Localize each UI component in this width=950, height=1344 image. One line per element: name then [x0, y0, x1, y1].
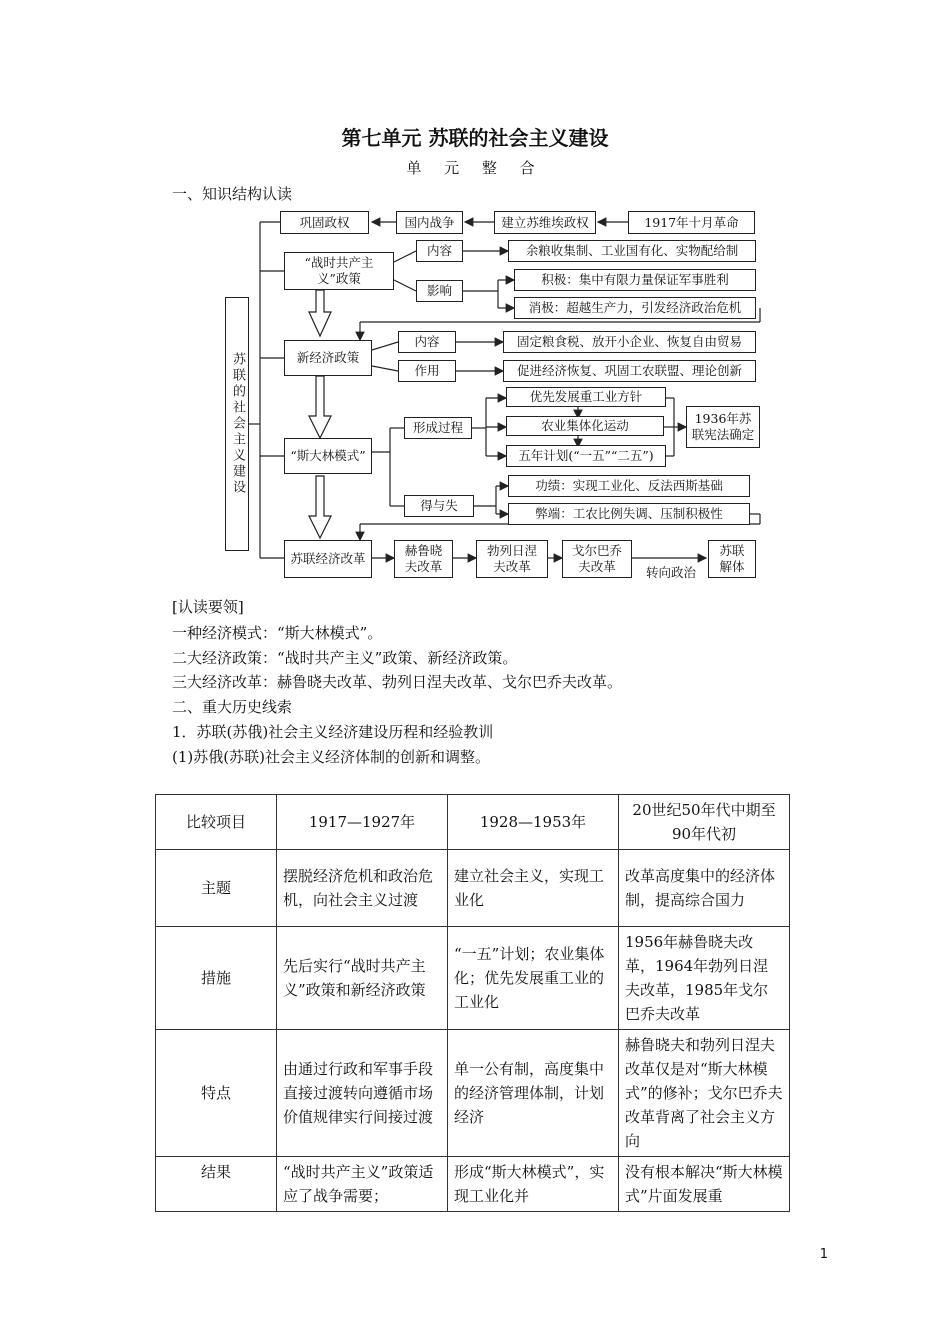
node-jieti: 苏联解体: [708, 540, 756, 578]
text-line: (1)苏俄(苏联)社会主义经济体制的创新和调整。: [172, 748, 490, 766]
table-cell: 结果: [156, 1157, 277, 1212]
node-jianli: 建立苏维埃政权: [494, 211, 596, 234]
node-jiji: 积极：集中有限力量保证军事胜利: [514, 269, 756, 291]
page-number: 1: [819, 1247, 828, 1262]
table-cell: 形成“斯大林模式”，实现工业化并: [448, 1157, 619, 1212]
table-row: [156, 1157, 790, 1212]
section-heading: 二、重大历史线索: [172, 698, 293, 716]
node-gaige: 苏联经济改革: [284, 540, 372, 578]
text-line: 1．苏联(苏俄)社会主义经济建设历程和经验教训: [172, 723, 494, 741]
section-heading: 一、知识结构认读: [172, 185, 293, 203]
node-geming: 1917年十月革命: [628, 211, 755, 234]
label-zhuanxiang: 转向政治: [646, 565, 697, 580]
comparison-table: [155, 794, 790, 1212]
node-helu: 赫鲁晓夫改革: [394, 540, 453, 578]
node-xin-neirong: 固定粮食税、放开小企业、恢复自由贸易: [503, 331, 756, 353]
table-cell: 措施: [156, 927, 277, 1030]
node-xingcheng: 形成过程: [404, 417, 472, 439]
diagram-connectors: [0, 0, 950, 600]
table-row: [156, 927, 790, 1030]
table-header-cell: 1928—1953年: [448, 795, 619, 850]
table-header-cell: 20世纪50年代中期至90年代初: [619, 795, 790, 850]
table-header-cell: 1917—1927年: [277, 795, 448, 850]
table-header-cell: 比较项目: [156, 795, 277, 850]
node-guonei: 国内战争: [396, 211, 463, 234]
node-xinjingji: 新经济政策: [284, 340, 372, 376]
table-cell: 改革高度集中的经济体制，提高综合国力: [619, 850, 790, 927]
table-cell: 先后实行“战时共产主义”政策和新经济政策: [277, 927, 448, 1030]
node-yingxiang-label: 影响: [416, 280, 463, 302]
node-gongji: 功绩：实现工业化、反法西斯基础: [508, 475, 750, 497]
table-cell: 主题: [156, 850, 277, 927]
table-cell: 特点: [156, 1030, 277, 1157]
page-subtitle: 单 元 整 合: [406, 159, 544, 177]
table-cell: “一五”计划；农业集体化；优先发展重工业的工业化: [448, 927, 619, 1030]
table-cell: 赫鲁晓夫和勃列日涅夫改革仅是对“斯大林模式”的修补；戈尔巴乔夫改革背离了社会主义方向: [619, 1030, 790, 1157]
node-zhanshi-neirong: 余粮收集制、工业国有化、实物配给制: [508, 240, 756, 262]
text-line: [认读要领]: [172, 598, 244, 616]
table-cell: “战时共产主义”政策适应了战争需要；: [277, 1157, 448, 1212]
page-title: 第七单元 苏联的社会主义建设: [341, 126, 609, 150]
table-cell: 单一公有制，高度集中的经济管理体制，计划经济: [448, 1030, 619, 1157]
node-xiaoji: 消极：超越生产力，引发经济政治危机: [514, 297, 756, 319]
diagram-root: 苏联的社会主义建设: [225, 297, 249, 551]
text-line: 三大经济改革：赫鲁晓夫改革、勃列日涅夫改革、戈尔巴乔夫改革。: [172, 673, 623, 691]
table-cell: 摆脱经济危机和政治危机，向社会主义过渡: [277, 850, 448, 927]
knowledge-diagram: [0, 0, 950, 600]
node-sidalin: “斯大林模式”: [284, 438, 372, 474]
node-deyushi: 得与失: [404, 495, 474, 517]
node-geer: 戈尔巴乔夫改革: [562, 540, 632, 578]
node-xin-zuoyong: 促进经济恢复、巩固工农联盟、理论创新: [503, 360, 756, 382]
table-cell: 由通过行政和军事手段直接过渡转向遵循市场价值规律实行间接过渡: [277, 1030, 448, 1157]
node-youxian: 优先发展重工业方针: [506, 387, 666, 407]
table-cell: 建立社会主义，实现工业化: [448, 850, 619, 927]
node-zhanshi-neirong-label: 内容: [416, 240, 463, 262]
table-cell: 没有根本解决“斯大林模式”片面发展重: [619, 1157, 790, 1212]
node-xianfa: 1936年苏联宪法确定: [686, 406, 760, 448]
node-wunian: 五年计划(“一五”“二五”): [506, 445, 666, 467]
node-biduan: 弊端：工农比例失调、压制积极性: [508, 503, 750, 525]
table-header-row: [156, 795, 790, 850]
node-gonggu: 巩固政权: [280, 211, 369, 234]
text-line: 二大经济政策：“战时共产主义”政策、新经济政策。: [172, 649, 518, 667]
node-xin-neirong-label: 内容: [398, 331, 456, 353]
node-nongye: 农业集体化运动: [506, 416, 664, 436]
node-zhanshi: “战时共产主义”政策: [284, 252, 394, 290]
table-cell: 1956年赫鲁晓夫改革，1964年勃列日涅夫改革，1985年戈尔巴乔夫改革: [619, 927, 790, 1030]
node-zuoyong-label: 作用: [398, 360, 456, 382]
node-bolie: 勃列日涅夫改革: [476, 540, 548, 578]
text-line: 一种经济模式：“斯大林模式”。: [172, 624, 383, 642]
table-row: [156, 850, 790, 927]
table-row: [156, 1030, 790, 1157]
